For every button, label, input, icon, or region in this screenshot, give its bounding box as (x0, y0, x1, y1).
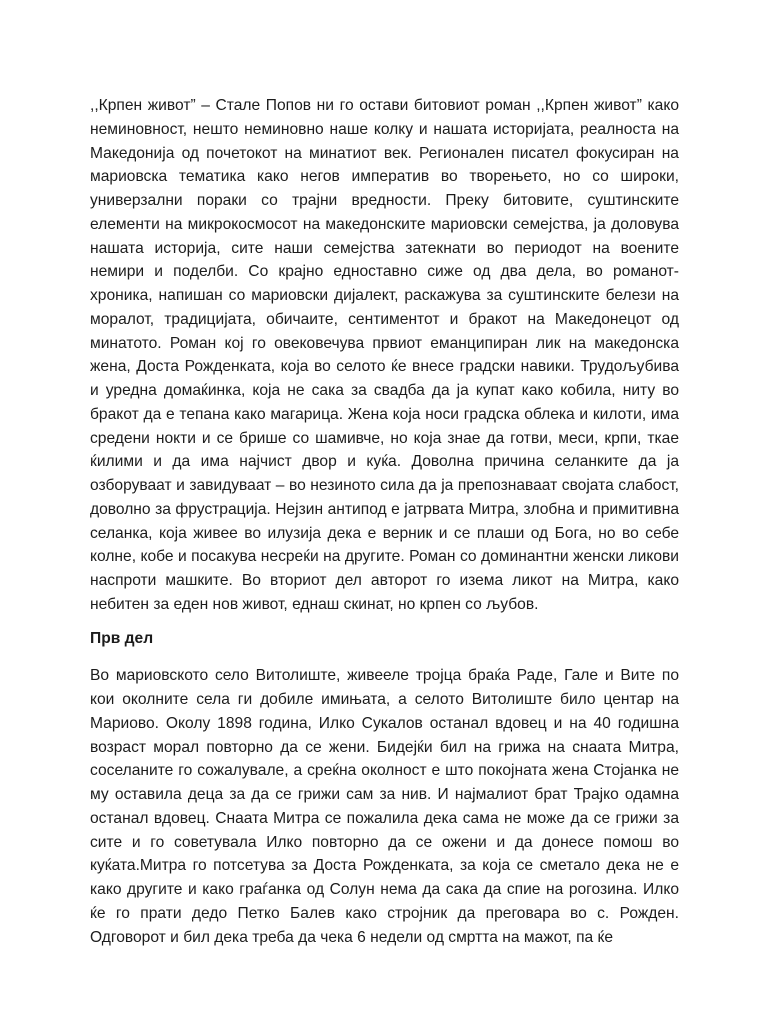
intro-paragraph: ,,Крпен живот” – Стале Попов ни го остави битовиот роман ,,Крпен живот” како неминовност, нешто неминовно наше колку и нашата историјата, реалноста на Македонија од почетокот на минатиот век. Регионален писател фокусиран на мариовска тематика како негов императив во творењето, но со широки, универзални пораки со трајни вредности. Преку битовите, суштинските елементи на микрокосмосот на македонските мариовски семејства, ја доловува нашата историја, сите наши семејства затекнати во периодот на воените немири и поделби. Со крајно едноставно сиже од два дела, во романот- хроника, напишан со мариовски дијалект, раскажува за суштинските белези на моралот, традицијата, обичаите, сентиментот и бракот на Македонецот од минатото. Роман кој го овековечува првиот еманципиран лик на македонска жена, Доста Рожденката, која во селото ќе внесе градски навики. Трудољубива и уредна домаќинка, која не сака за свадба да ја купат како кобила, ниту во бракот да е тепана како магарица. Жена која носи градска облека и килоти, има средени нокти и се брише со шамивче, но која знае да готви, меси, крпи, ткае ќилими и да има најчист двор и куќа. Доволна причина селанките да ја озборуваат и завидуваат – во незиното сила да ја препознаваат својата слабост, доволно за фрустрација. Нејзин антипод е јатрвата Митра, злобна и примитивна селанка, која живее во илузија дека е верник и се плаши од Бога, но во себе колне, кобе и посакува несреќи на другите. Роман со доминантни женски ликови наспроти машките. Во вториот дел авторот го изема ликот на Митра, како небитен за еден нов живот, еднаш скинат, но крпен со љубов. (90, 97, 679, 613)
section-heading: Прв дел (90, 629, 154, 647)
heading-spacer (90, 650, 679, 664)
document-body (90, 94, 679, 949)
section-paragraph: Во мариовското село Витолиште, живееле тројца браќа Раде, Гале и Вите по кои околните села ги добиле имињата, а селото Витолиште било центар на Мариово. Околу 1898 година, Илко Сукалов останал вдовец и на 40 годишна возраст морал повторно да се жени. Бидејќи бил на грижа на снаата Митра, соселаните го сожалувале, а среќна околност е што покојната жена Стојанка не му оставила деца за да се грижи сам за нив. И најмалиот брат Трајко одамна останал вдовец. Снаата Митра се пожалила дека сама не може да се грижи за сите и го советувала Илко повторно да се ожени и да донесе помош во куќата.Митра го потсетува за Доста Рожденката, за која се сметало дека не е како другите и како граѓанка од Солун нема да сака да спие на рогозина. Илко ќе го прати дедо Петко Балев како стројник да преговара во с. Рожден. Одговорот и бил дека треба да чека 6 недели од смртта на мажот, па ќе (90, 667, 679, 946)
paragraph-spacer (90, 617, 679, 627)
